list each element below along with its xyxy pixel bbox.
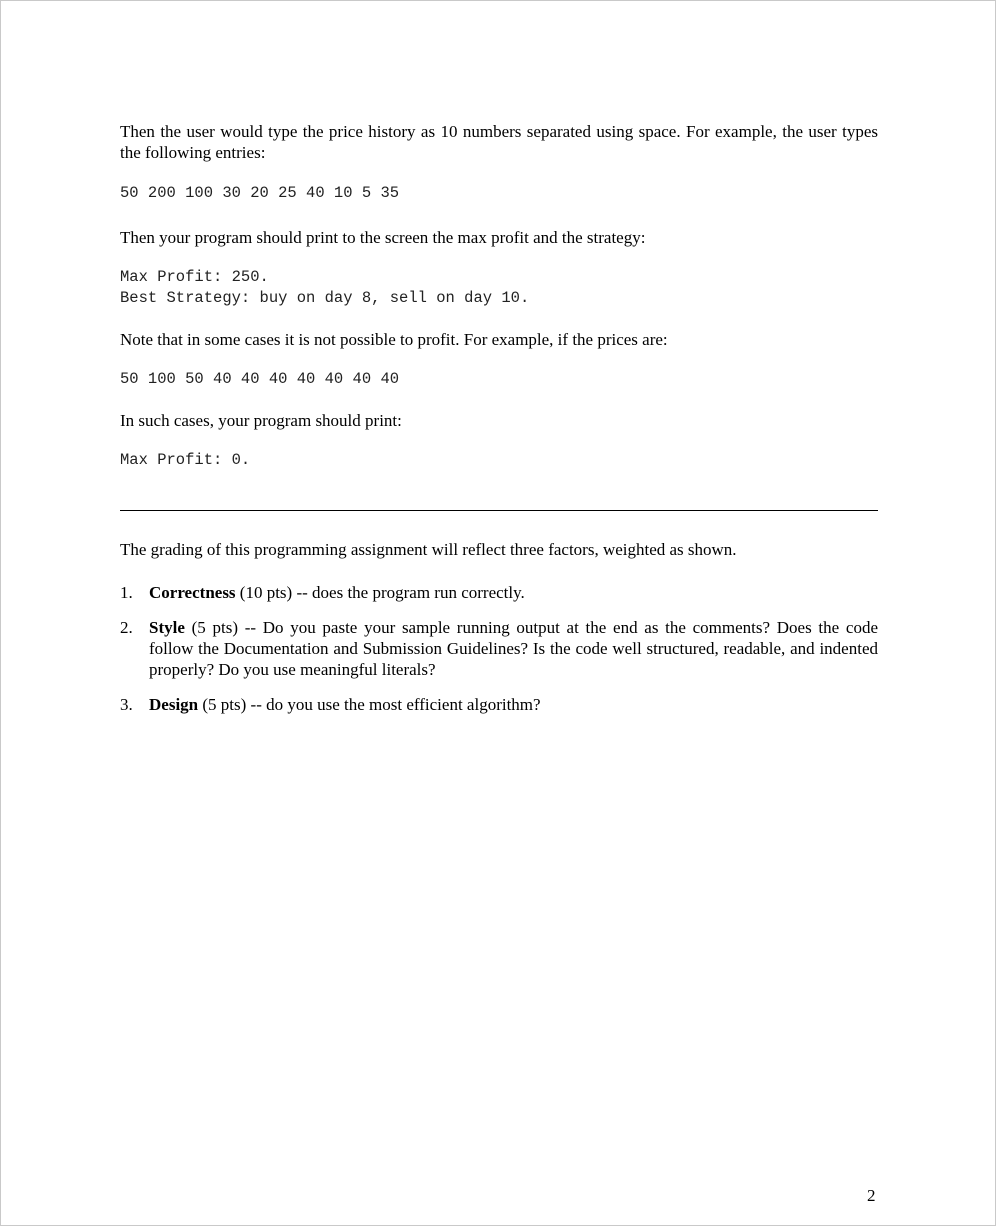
- page-number: 2: [867, 1186, 876, 1205]
- grading-item-text: (5 pts) -- do you use the most efficient algorithm?: [198, 695, 541, 714]
- grading-item-number: 1.: [120, 583, 133, 602]
- grading-item-text: (5 pts) -- Do you paste your sample running output at the end as the comments? Does the code follow the Documentation and Submission Guidelines? Is the code well structured, readable, and indented properly? Do you use meaningful literals?: [149, 618, 878, 679]
- no-profit-output-code: Max Profit: 0.: [120, 451, 251, 469]
- note-paragraph: Note that in some cases it is not possible to profit. For example, if the prices are:: [120, 330, 668, 349]
- output-intro-paragraph: Then your program should print to the screen the max profit and the strategy:: [120, 228, 646, 247]
- no-profit-intro-paragraph: In such cases, your program should print:: [120, 411, 402, 430]
- intro-paragraph: Then the user would type the price history as 10 numbers separated using space. For example, the user types the following entries:: [120, 122, 878, 162]
- grading-item-number: 3.: [120, 695, 133, 714]
- grading-item-design: [120, 694, 878, 715]
- no-profit-input-code: 50 100 50 40 40 40 40 40 40 40: [120, 370, 400, 388]
- grading-list: [120, 582, 878, 715]
- grading-item-correctness: [120, 582, 878, 603]
- example-output-line-2: Best Strategy: buy on day 8, sell on day 10.: [120, 289, 530, 307]
- example-output-line-1: Max Profit: 250.: [120, 268, 269, 286]
- grading-intro-paragraph: The grading of this programming assignment will reflect three factors, weighted as shown.: [120, 540, 737, 559]
- page-content: [120, 121, 878, 715]
- grading-item-style: [120, 617, 878, 680]
- grading-item-text: (10 pts) -- does the program run correctly.: [235, 583, 525, 602]
- grading-item-title: Design: [149, 695, 199, 714]
- grading-item-number: 2.: [120, 618, 133, 637]
- grading-item-title: Style: [149, 618, 185, 637]
- example-input-code: 50 200 100 30 20 25 40 10 5 35: [120, 184, 400, 202]
- grading-item-title: Correctness: [149, 583, 236, 602]
